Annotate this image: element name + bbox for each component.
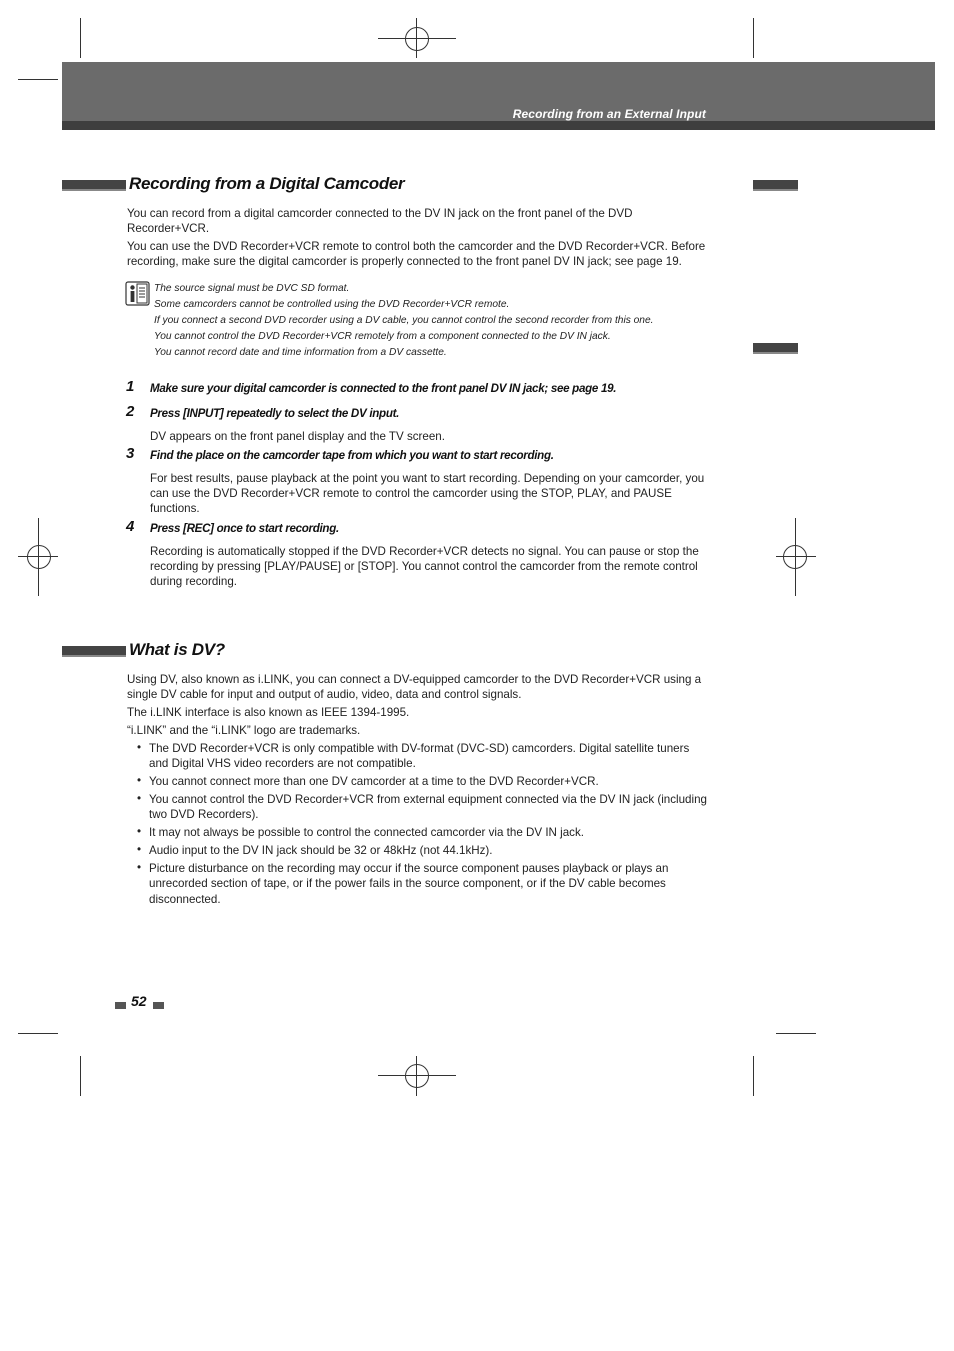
crop-mark [753, 1056, 754, 1096]
paragraph-line: Using DV, also known as i.LINK, you can connect a DV-equipped camcorder to the DVD Recorder+VCR using a [127, 673, 702, 686]
header-band [62, 62, 935, 122]
page-marker [153, 1002, 164, 1009]
bullet-line: Audio input to the DV IN jack should be 32 or 48kHz (not 44.1kHz). [149, 844, 493, 857]
bullet-line: It may not always be possible to control the connected camcorder via the DV IN jack. [149, 826, 584, 839]
note-info-icon [125, 281, 150, 306]
page-number: 52 [131, 993, 147, 1009]
step-body-line: recording by pressing [PLAY/PAUSE] or [STOP]. You cannot control the camcorder from the remote control [150, 560, 698, 573]
step-number: 2 [126, 403, 135, 420]
crop-mark [753, 18, 754, 58]
bullet-icon: • [137, 774, 142, 787]
bullet-line: You cannot control the DVD Recorder+VCR from external equipment connected via the DV IN jack (including [149, 793, 707, 806]
note-line: Some camcorders cannot be controlled using the DVD Recorder+VCR remote. [154, 299, 510, 310]
section-bar [62, 646, 126, 657]
step-body-line: functions. [150, 502, 200, 515]
note-line: You cannot record date and time information from a DV cassette. [154, 347, 447, 358]
bullet-icon: • [137, 843, 142, 856]
bullet-line: and Digital VHS video recorders are not compatible. [149, 757, 416, 770]
side-bar [753, 180, 798, 191]
step-number: 1 [126, 378, 135, 395]
bullet-line: disconnected. [149, 893, 221, 906]
step-body-line: For best results, pause playback at the point you want to start recording. Depending on your camcorder, you [150, 472, 705, 485]
crop-mark [80, 18, 81, 58]
paragraph-line: Recorder+VCR. [127, 222, 210, 235]
step-title: Make sure your digital camcorder is connected to the front panel DV IN jack; see page 19. [150, 382, 617, 395]
bullet-line: unrecorded section of tape, or if the power fails in the source component, or if the DV cable becomes [149, 877, 666, 890]
section-title: Recording from a Digital Camcoder [129, 174, 405, 193]
bullet-line: Picture disturbance on the recording may occur if the source component pauses playback or plays an [149, 862, 669, 875]
paragraph-line: “i.LINK” and the “i.LINK” logo are trademarks. [127, 724, 361, 737]
crop-mark [18, 1033, 58, 1034]
page-marker [115, 1002, 126, 1009]
paragraph-line: You can use the DVD Recorder+VCR remote to control both the camcorder and the DVD Recorder+VCR. Before [127, 240, 706, 253]
step-title: Find the place on the camcorder tape from which you want to start recording. [150, 449, 554, 462]
paragraph-line: You can record from a digital camcorder connected to the DV IN jack on the front panel of the DVD [127, 207, 633, 220]
section-title: What is DV? [129, 640, 225, 659]
side-bar [753, 343, 798, 354]
bullet-icon: • [137, 861, 142, 874]
paragraph-line: The i.LINK interface is also known as IEEE 1394-1995. [127, 706, 410, 719]
header-title: Recording from an External Input [512, 107, 706, 121]
step-number: 3 [126, 445, 135, 462]
paragraph-line: single DV cable for input and output of audio, video, data and control signals. [127, 688, 522, 701]
step-title: Press [INPUT] repeatedly to select the DV input. [150, 407, 400, 420]
bullet-line: You cannot connect more than one DV camcorder at a time to the DVD Recorder+VCR. [149, 775, 599, 788]
note-line: You cannot control the DVD Recorder+VCR remotely from a component connected to the DV IN jack. [154, 331, 611, 342]
step-body-line: Recording is automatically stopped if the DVD Recorder+VCR detects no signal. You can pause or stop the [150, 545, 699, 558]
step-body-line: during recording. [150, 575, 238, 588]
bullet-line: two DVD Recorders). [149, 808, 259, 821]
step-title: Press [REC] once to start recording. [150, 522, 339, 535]
bullet-icon: • [137, 792, 142, 805]
crop-mark [18, 79, 58, 80]
bullet-icon: • [137, 825, 142, 838]
bullet-icon: • [137, 741, 142, 754]
step-number: 4 [126, 518, 135, 535]
note-line: If you connect a second DVD recorder using a DV cable, you cannot control the second recorder from this one. [154, 315, 654, 326]
crop-mark [80, 1056, 81, 1096]
step-body-line: DV appears on the front panel display and the TV screen. [150, 430, 445, 443]
section-bar [62, 180, 126, 191]
step-body-line: can use the DVD Recorder+VCR remote to control the camcorder using the STOP, PLAY, and PAUSE [150, 487, 672, 500]
paragraph-line: recording, make sure the digital camcorder is properly connected to the front panel DV IN jack; see page 19. [127, 255, 682, 268]
header-strip [62, 121, 935, 130]
bullet-line: The DVD Recorder+VCR is only compatible with DV-format (DVC-SD) camcorders. Digital satellite tuners [149, 742, 690, 755]
crop-mark [776, 1033, 816, 1034]
note-line: The source signal must be DVC SD format. [154, 283, 350, 294]
